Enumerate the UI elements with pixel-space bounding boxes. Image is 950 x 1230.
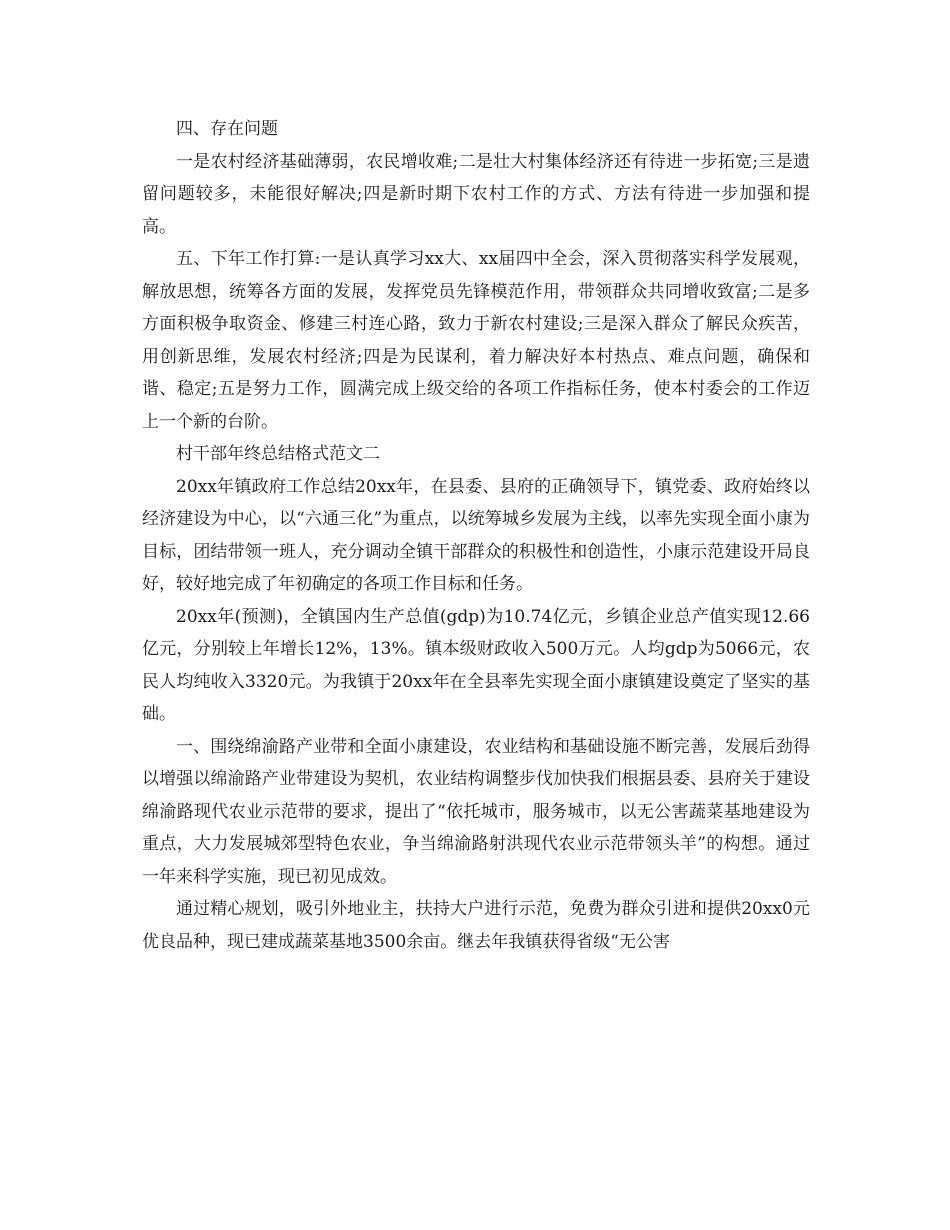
paragraph-problems: 一是农村经济基础薄弱，农民增收难;二是壮大村集体经济还有待进一步拓宽;三是遗留问题较多，未能很好解决;四是新时期下农村工作的方式、方法有待进一步加强和提高。 [142,151,810,237]
section-heading-problems: 四、存在问题 [176,119,278,139]
paragraph-agriculture: 一、围绕绵渝路产业带和全面小康建设，农业结构和基础设施不断完善，发展后劲得以增强以绵渝路产业带建设为契机，农业结构调整步伐加快我们根据县委、县府关于建设绵渝路现代农业示范带的要求，提出了“依托城市，服务城市，以无公害蔬菜基地建设为重点，大力发展城郊型特色农业，争当绵渝路射洪现代农业示范带领头羊”的构想。通过一年来科学实施，现已初见成效。 [142,736,810,887]
paragraph-economic-figures: 20xx年(预测)，全镇国内生产总值(gdp)为10.74亿元，乡镇企业总产值实现12.66亿元，分别较上年增长12%，13%。镇本级财政收入500万元。人均gdp为5066元，农民人均纯收入3320元。为我镇于20xx年在全县率先实现全面小康镇建设奠定了坚实的基础。 [142,606,810,724]
paragraph-vegetable-base: 通过精心规划，吸引外地业主，扶持大户进行示范，免费为群众引进和提供20xx0元优良品种，现已建成蔬菜基地3500余亩。继去年我镇获得省级“无公害 [142,899,810,952]
paragraph-summary-intro: 20xx年镇政府工作总结20xx年，在县委、县府的正确领导下，镇党委、政府始终以经济建设为中心，以“六通三化”为重点，以统筹城乡发展为主线，以率先实现全面小康为目标，团结带领一班人，充分调动全镇干部群众的积极性和创造性，小康示范建设开局良好，较好地完成了年初确定的各项工作目标和任务。 [142,476,810,594]
document-body [142,113,810,958]
section-heading-sample-two: 村干部年终总结格式范文二 [176,444,380,464]
paragraph-work-plan: 五、下年工作打算:一是认真学习xx大、xx届四中全会，深入贯彻落实科学发展观，解放思想，统筹各方面的发展，发挥党员先锋模范作用，带领群众共同增收致富;二是多方面积极争取资金、修建三村连心路，致力于新农村建设;三是深入群众了解民众疾苦，用创新思维，发展农村经济;四是为民谋利，着力解决好本村热点、难点问题，确保和谐、稳定;五是努力工作，圆满完成上级交给的各项工作指标任务，使本村委会的工作迈上一个新的台阶。 [142,249,810,432]
